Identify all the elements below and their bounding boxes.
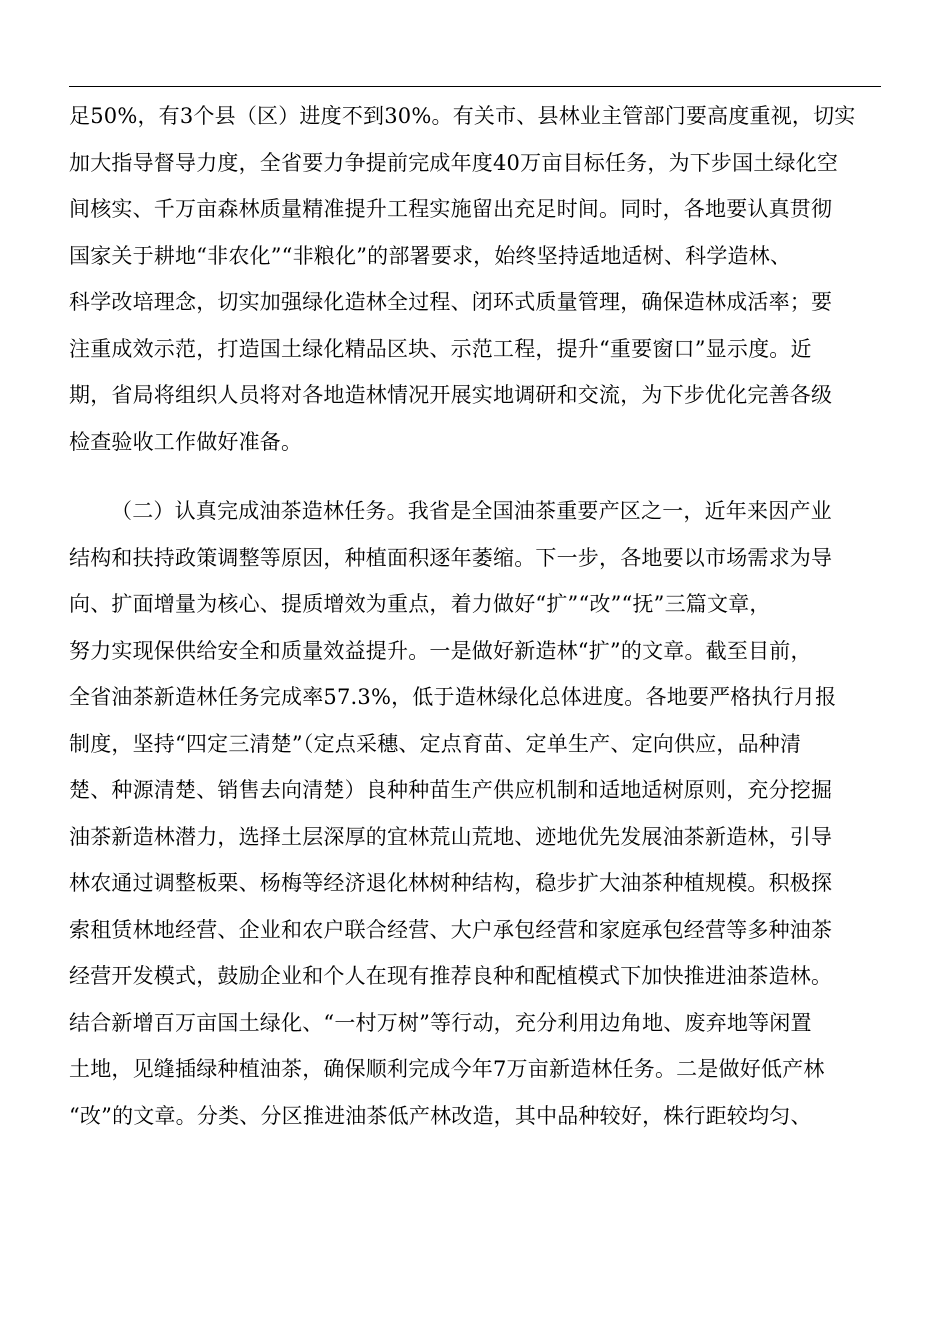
text-line: 向、扩面增量为核心、提质增效为重点，着力做好“扩”“改”“抚”三篇文章， <box>69 592 771 616</box>
paragraph-oil-tea-section <box>69 488 881 1139</box>
text-line: 注重成效示范，打造国土绿化精品区块、示范工程，提升“重要窗口”显示度。近 <box>69 336 812 361</box>
text-line: （二）认真完成油茶造林任务。我省是全国油茶重要产区之一，近年来因产业 <box>111 499 832 523</box>
text-line: 油茶新造林潜力，选择土层深厚的宜林荒山荒地、迹地优先发展油茶新造林，引导 <box>69 824 833 849</box>
text-line: 期，省局将组织人员将对各地造林情况开展实地调研和交流，为下步优化完善各级 <box>69 383 833 407</box>
text-line: 努力实现保供给安全和质量效益提升。一是做好新造林“扩”的文章。截至目前， <box>69 638 812 663</box>
text-line: 制度，坚持“四定三清楚”（定点采穗、定点育苗、定单生产、定向供应，品种清 <box>69 731 802 756</box>
text-line: 检查验收工作做好准备。 <box>69 429 303 454</box>
paragraph-spacing <box>69 465 881 488</box>
text-line: 楚、种源清楚、销售去向清楚）良种种苗生产供应机制和适地适树原则，充分挖掘 <box>69 778 833 802</box>
paragraph-continuation <box>69 93 881 465</box>
text-line: 结合新增百万亩国土绿化、“一村万树”等行动，充分利用边角地、废弃地等闲置 <box>69 1010 812 1035</box>
text-line: 全省油茶新造林任务完成率57.3%，低于造林绿化总体进度。各地要严格执行月报 <box>69 685 837 709</box>
text-line: 间核实、千万亩森林质量精准提升工程实施留出充足时间。同时，各地要认真贯彻 <box>69 197 833 221</box>
text-line: 林农通过调整板栗、杨梅等经济退化林树种结构，稳步扩大油茶种植规模。积极探 <box>69 871 833 895</box>
text-line: 结构和扶持政策调整等原因，种植面积逐年萎缩。下一步，各地要以市场需求为导 <box>69 545 833 570</box>
text-line: 经营开发模式，鼓励企业和个人在现有推荐良种和配植模式下加快推进油茶造林。 <box>69 964 833 988</box>
text-line: 科学改培理念，切实加强绿化造林全过程、闭环式质量管理，确保造林成活率；要 <box>69 290 833 314</box>
text-line: 足50%，有3个县（区）进度不到30%。有关市、县林业主管部门要高度重视，切实 <box>69 104 856 128</box>
header-rule <box>69 86 881 87</box>
text-line: “改”的文章。分类、分区推进油茶低产林改造，其中品种较好，株行距较均匀、 <box>69 1103 812 1128</box>
text-line: 索租赁林地经营、企业和农户联合经营、大户承包经营和家庭承包经营等多种油茶 <box>69 917 833 942</box>
text-line: 土地，见缝插绿种植油茶，确保顺利完成今年7万亩新造林任务。二是做好低产林 <box>69 1057 825 1081</box>
document-body <box>69 93 881 1139</box>
text-line: 国家关于耕地“非农化”“非粮化”的部署要求，始终坚持适地适树、科学造林、 <box>69 243 792 268</box>
text-line: 加大指导督导力度，全省要力争提前完成年度40万亩目标任务，为下步国土绿化空 <box>69 150 839 175</box>
